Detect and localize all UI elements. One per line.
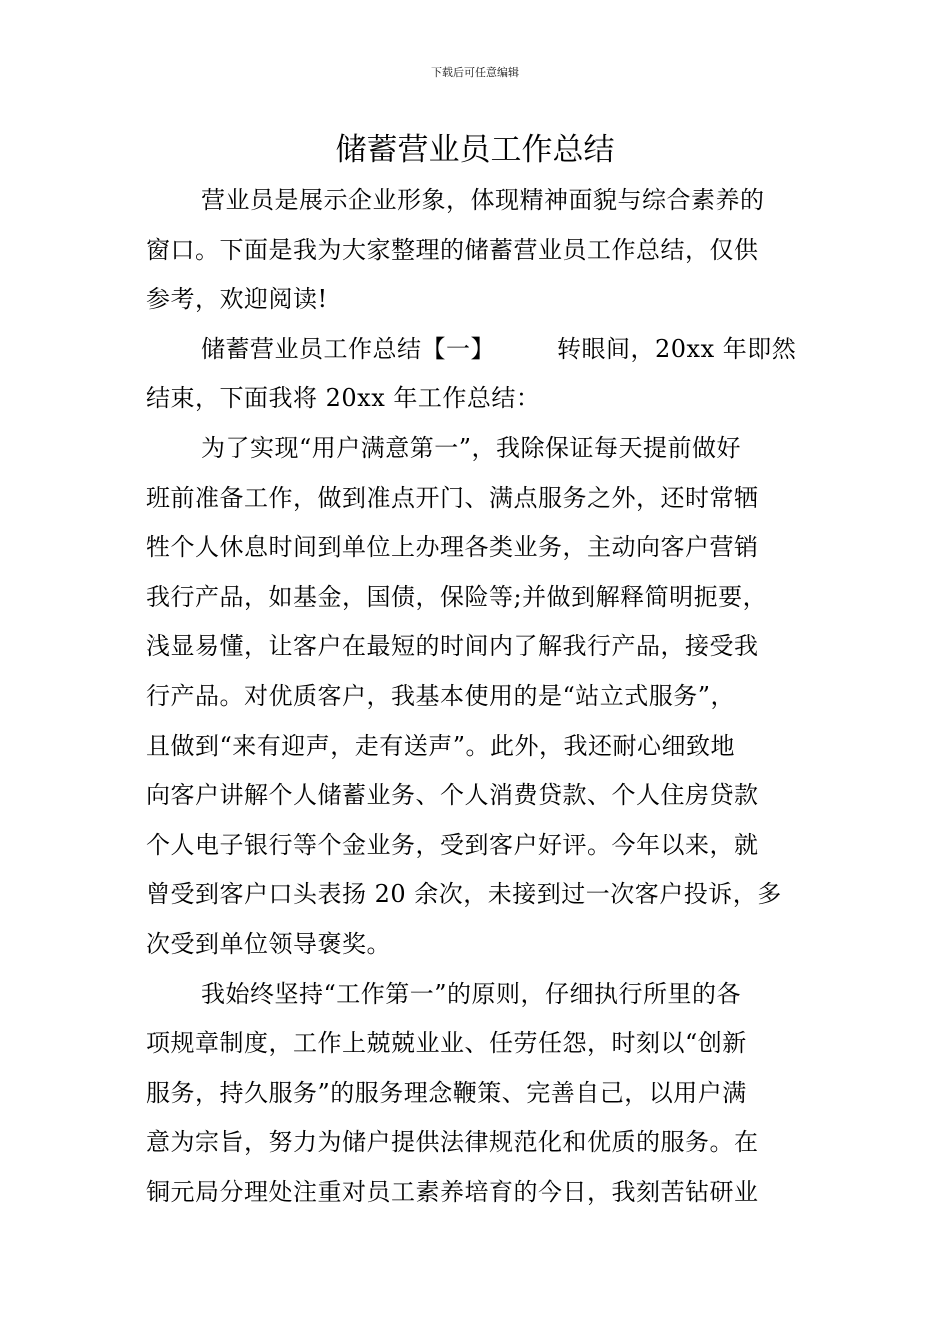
text-fragment: 转眼间，20xx 年即然 (557, 334, 797, 363)
text-line: 我始终坚持“工作第一”的原则，仔细执行所里的各 (201, 979, 742, 1008)
text-line: 营业员是展示企业形象，体现精神面貌与综合素养的 (201, 186, 765, 214)
text-line: 且做到“来有迎声，走有送声”。此外，我还耐心细致地 (146, 731, 736, 760)
text-line: 为了实现“用户满意第一”，我除保证每天提前做好 (201, 433, 742, 462)
paragraph-service (146, 424, 808, 970)
text-line: 浅显易懂，让客户在最短的时间内了解我行产品，接受我 (146, 632, 759, 661)
document-title: 储蓄营业员工作总结 (335, 132, 615, 168)
text-line: 曾受到客户口头表扬 20 余次，未接到过一次客户投诉，多 (146, 880, 782, 909)
text-line: 意为宗旨，努力为储户提供法律规范化和优质的服务。在 (146, 1128, 759, 1157)
text-line: 次受到单位领导褒奖。 (146, 929, 391, 958)
text-line: 向客户讲解个人储蓄业务、个人消费贷款、个人住房贷款 (146, 781, 759, 810)
text-line: 参考，欢迎阅读! (146, 285, 328, 314)
text-line: 服务，持久服务”的服务理念鞭策、完善自己，以用户满 (146, 1078, 747, 1107)
document-body (146, 176, 808, 1217)
text-line: 项规章制度，工作上兢兢业业、任劳任怨，时刻以“创新 (146, 1029, 747, 1058)
text-line: 我行产品，如基金，国债，保险等;并做到解释简明扼要， (146, 582, 768, 611)
paragraph-intro (146, 176, 808, 325)
paragraph-section-heading (146, 325, 808, 424)
page-header: 下载后可任意编辑 (431, 66, 519, 79)
text-line: 结束，下面我将 20xx 年工作总结： (146, 384, 541, 413)
text-line: 铜元局分理处注重对员工素养培育的今日，我刻苦钻研业 (146, 1177, 759, 1206)
text-line: 班前准备工作，做到准点开门、满点服务之外，还时常牺 (146, 483, 759, 512)
text-line: 窗口。下面是我为大家整理的储蓄营业员工作总结，仅供 (146, 235, 759, 264)
text-line: 个人电子银行等个金业务，受到客户好评。今年以来，就 (146, 830, 759, 859)
text-line: 牲个人休息时间到单位上办理各类业务，主动向客户营销 (146, 533, 759, 562)
text-line: 行产品。对优质客户，我基本使用的是“站立式服务”， (146, 681, 736, 710)
section-heading: 储蓄营业员工作总结【一】 (201, 334, 495, 363)
text-line (146, 325, 808, 375)
paragraph-principles (146, 970, 808, 1218)
